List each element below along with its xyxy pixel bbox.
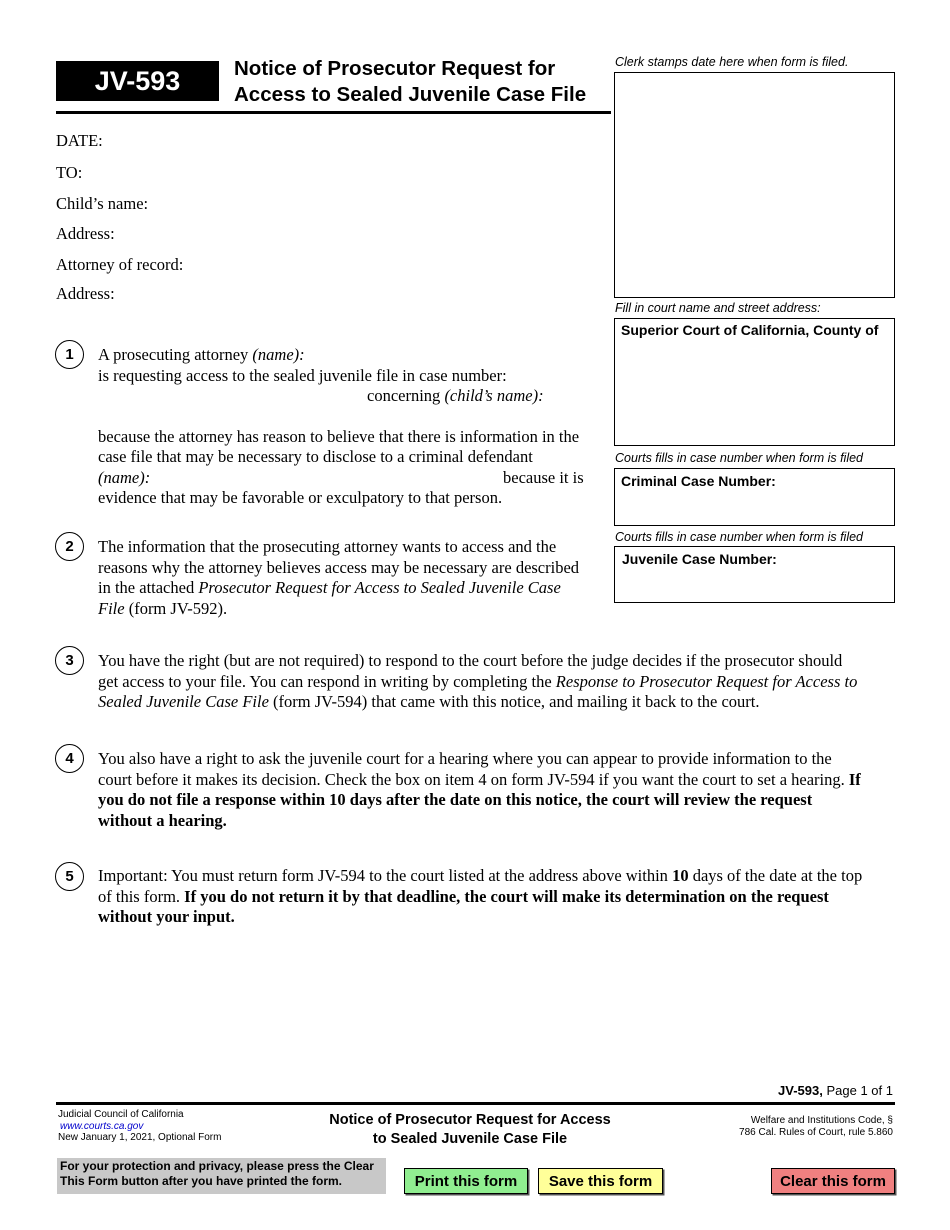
criminal-case-number-box[interactable] [614, 468, 895, 526]
juvenile-case-number-field: Juvenile Case Number: [622, 551, 777, 567]
item-1-para2-line3: (name): because it is [98, 467, 584, 487]
footer-divider [56, 1102, 895, 1105]
court-name-prefix: Superior Court of California, County of [621, 322, 879, 338]
form-title-line2: Access to Sealed Juvenile Case File [234, 83, 587, 106]
footer-title: Notice of Prosecutor Request for Access to Sealed Juvenile Case File [329, 1112, 611, 1147]
judicial-council: Judicial Council of California [58, 1109, 184, 1120]
item-number-2: 2 [55, 532, 84, 561]
item-2-text: The information that the prosecuting attorney wants to access and the reasons why the attorney believes access may be necessary are described in the attached Prosecutor Request for Access to Sealed Juvenile Case File (form JV-592). [98, 537, 580, 618]
item-1-text [98, 345, 603, 509]
print-form-button[interactable]: Print this form [404, 1168, 528, 1194]
item-3-text: You have the right (but are not required) to respond to the court before the judge decides if the prosecutor should get access to your file. You can respond in writing by completing the Response to Prosecutor Request for Access to Sealed Juvenile Case File (form JV-594) that came with this notice, and mailing it back to the court. [98, 651, 858, 711]
page-indicator: JV-593, Page 1 of 1 [778, 1083, 893, 1098]
court-address-label: Fill in court name and street address: [615, 301, 821, 315]
item-number-3: 3 [55, 646, 84, 675]
privacy-notice: For your protection and privacy, please press the Clear This Form button after you have printed the form. [57, 1158, 386, 1194]
item-1-para2-line4: evidence that may be favorable or exculpatory to that person. [98, 488, 503, 507]
child-address-field[interactable]: Address: [56, 224, 115, 243]
item-1-para2-line2: case file that may be necessary to disclose to a criminal defendant [98, 447, 533, 466]
attorney-of-record-field[interactable]: Attorney of record: [56, 255, 184, 274]
clear-form-button[interactable]: Clear this form [771, 1168, 895, 1194]
item-1-line2: is requesting access to the sealed juvenile file in case number: [98, 365, 507, 385]
clerk-stamp-box [614, 72, 895, 298]
form-title-line1: Notice of Prosecutor Request for [234, 57, 556, 80]
date-field[interactable]: DATE: [56, 131, 103, 150]
footer-source [58, 1109, 221, 1144]
item-5-text: Important: You must return form JV-594 to the court listed at the address above within 10 days of the date at the top of this form. If you do not return it by that deadline, the court will make its determination on the request without your input. [98, 866, 863, 926]
item-4-text: You also have a right to ask the juvenile court for a hearing where you can appear to provide information to the court before it makes its decision. Check the box on item 4 on form JV-594 if you want the court to set a hearing. If you do not file a response within 10 days after the date on this notice, the court will review the request without a hearing. [98, 749, 861, 830]
child-name-field[interactable]: Child’s name: [56, 194, 149, 213]
form-number-badge: JV-593 [56, 61, 219, 101]
footer-legal-codes: Welfare and Institutions Code, § 786 Cal. Rules of Court, rule 5.860 [739, 1115, 893, 1138]
juvenile-case-label: Courts fills in case number when form is filed [615, 530, 864, 544]
attorney-address-field[interactable]: Address: [56, 284, 115, 303]
save-form-button[interactable]: Save this form [538, 1168, 663, 1194]
item-number-4: 4 [55, 744, 84, 773]
item-1-para2-line1: because the attorney has reason to believe that there is information in the [98, 426, 580, 446]
clerk-stamp-label: Clerk stamps date here when form is filed. [615, 55, 849, 69]
criminal-case-number-field: Criminal Case Number: [621, 473, 776, 489]
title-divider [56, 111, 611, 114]
item-1-line1: A prosecuting attorney (name): [98, 345, 305, 364]
criminal-case-label: Courts fills in case number when form is filed [615, 451, 864, 465]
courts-website-link[interactable]: www.courts.ca.gov [60, 1120, 144, 1132]
to-field[interactable]: TO: [56, 163, 83, 182]
item-number-1: 1 [55, 340, 84, 369]
juvenile-case-number-box[interactable] [614, 546, 895, 603]
form-title [234, 56, 614, 108]
form-revision: New January 1, 2021, Optional Form [58, 1132, 222, 1143]
item-1-line3: concerning (child’s name): [367, 386, 544, 405]
item-number-5: 5 [55, 862, 84, 891]
court-address-box[interactable] [614, 318, 895, 446]
